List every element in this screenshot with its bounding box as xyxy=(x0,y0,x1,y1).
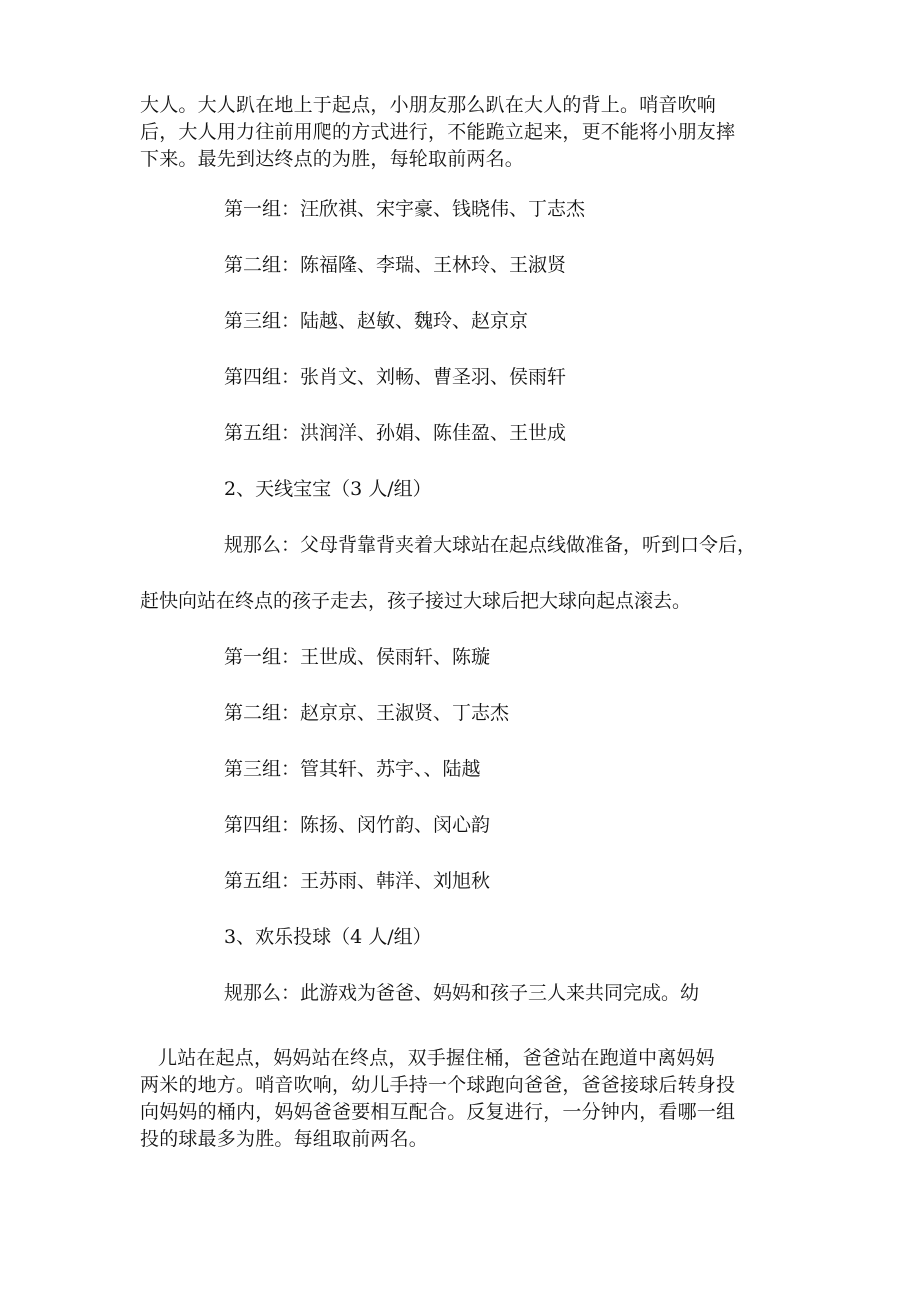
group-line: 第一组：王世成、侯雨轩、陈璇 xyxy=(224,646,491,668)
rule-line: 赶快向站在终点的孩子走去，孩子接过大球后把大球向起点滚去。 xyxy=(140,590,692,612)
group-line: 第二组：赵京京、王淑贤、丁志杰 xyxy=(224,702,510,724)
rule-line: 规那么：父母背靠背夹着大球站在起点线做准备，听到口令后， xyxy=(224,534,757,556)
section-heading: 3、欢乐投球（4 人/组） xyxy=(224,926,432,948)
rule-paragraph-line: 投的球最多为胜。每组取前两名。 xyxy=(140,1128,429,1150)
group-line: 第一组：汪欣祺、宋宇豪、钱晓伟、丁志杰 xyxy=(224,198,586,220)
group-line: 第四组：张肖文、刘畅、曹圣羽、侯雨轩 xyxy=(224,366,567,388)
intro-line: 下来。最先到达终点的为胜，每轮取前两名。 xyxy=(140,148,525,170)
intro-line: 大人。大人趴在地上于起点，小朋友那么趴在大人的背上。哨音吹响 xyxy=(140,94,717,116)
group-line: 第三组：管其轩、苏宇、、陆越 xyxy=(224,758,481,780)
group-line: 第五组：王苏雨、韩洋、刘旭秋 xyxy=(224,870,491,892)
rule-line: 规那么：此游戏为爸爸、妈妈和孩子三人来共同完成。幼 xyxy=(224,982,700,1004)
group-line: 第三组：陆越、赵敏、魏玲、赵京京 xyxy=(224,310,529,332)
group-line: 第四组：陈扬、闵竹韵、闵心韵 xyxy=(224,814,491,836)
rule-paragraph-line: 向妈妈的桶内，妈妈爸爸要相互配合。反复进行，一分钟内，看哪一组 xyxy=(140,1101,736,1123)
group-line: 第五组：洪润洋、孙娟、陈佳盈、王世成 xyxy=(224,422,567,444)
group-line: 第二组：陈福隆、李瑞、王林玲、王淑贤 xyxy=(224,254,567,276)
rule-paragraph-line: 两米的地方。哨音吹响，幼儿手持一个球跑向爸爸，爸爸接球后转身投 xyxy=(140,1074,736,1096)
intro-line: 后，大人用力往前用爬的方式进行，不能跪立起来，更不能将小朋友摔 xyxy=(140,121,736,143)
rule-paragraph-line: 儿站在起点，妈妈站在终点，双手握住桶，爸爸站在跑道中离妈妈 xyxy=(158,1047,715,1069)
section-heading: 2、天线宝宝（3 人/组） xyxy=(224,478,432,500)
